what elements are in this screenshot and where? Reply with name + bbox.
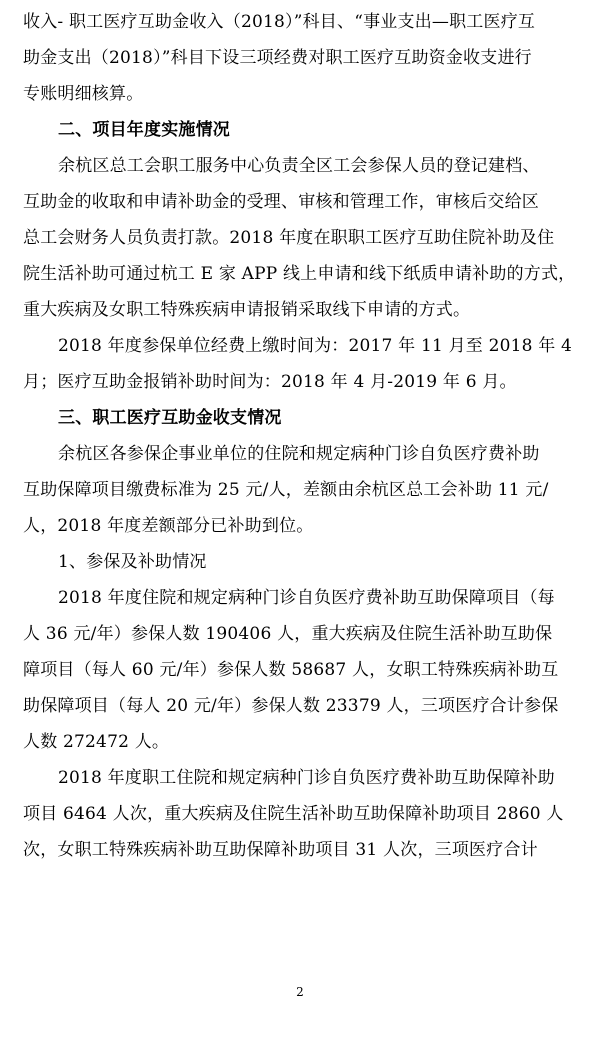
text-line: 月；医疗互助金报销补助时间为：2018 年 4 月-2019 年 6 月。 — [23, 372, 517, 392]
text-line: 人数 272472 人。 — [23, 732, 170, 752]
text-line: 专账明细核算。 — [23, 84, 144, 104]
text-line: 障项目（每人 60 元/年）参保人数 58687 人，女职工特殊疾病补助互 — [23, 660, 559, 680]
text-line: 人，2018 年度差额部分已补助到位。 — [23, 516, 314, 536]
page-number: 2 — [296, 985, 304, 999]
text-line: 余杭区总工会职工服务中心负责全区工会参保人员的登记建档、 — [58, 156, 540, 176]
text-line: 收入- 职工医疗互助金收入（2018）”科目、“事业支出—职工医疗互 — [23, 12, 536, 32]
text-line: 助保障项目（每人 20 元/年）参保人数 23379 人，三项医疗合计参保 — [23, 696, 559, 716]
section-heading: 三、职工医疗互助金收支情况 — [58, 408, 282, 428]
text-line: 余杭区各参保企事业单位的住院和规定病种门诊自负医疗费补助 — [58, 444, 540, 464]
text-line: 院生活补助可通过杭工 E 家 APP 线上申请和线下纸质申请补助的方式， — [23, 264, 576, 284]
text-line: 2018 年度住院和规定病种门诊自负医疗费补助互助保障项目（每 — [58, 588, 555, 608]
text-line: 助金支出（2018）”科目下设三项经费对职工医疗互助资金收支进行 — [23, 48, 532, 68]
text-line: 2018 年度职工住院和规定病种门诊自负医疗费补助互助保障补助 — [58, 768, 555, 788]
section-heading: 二、项目年度实施情况 — [58, 120, 230, 140]
text-line: 互助保障项目缴费标准为 25 元/人，差额由余杭区总工会补助 11 元/ — [23, 480, 549, 500]
text-line: 总工会财务人员负责打款。2018 年度在职职工医疗互助住院补助及住 — [23, 228, 555, 248]
text-line: 重大疾病及女职工特殊疾病申请报销采取线下申请的方式。 — [23, 300, 471, 320]
text-line: 项目 6464 人次，重大疾病及住院生活补助互助保障补助项目 2860 人 — [23, 804, 564, 824]
text-line: 人 36 元/年）参保人数 190406 人，重大疾病及住院生活补助互助保 — [23, 624, 553, 644]
text-line: 次，女职工特殊疾病补助互助保障补助项目 31 人次，三项医疗合计 — [23, 840, 538, 860]
text-line: 互助金的收取和申请补助金的受理、审核和管理工作，审核后交给区 — [23, 192, 539, 212]
subsection-heading: 1、参保及补助情况 — [58, 552, 207, 572]
text-line: 2018 年度参保单位经费上缴时间为：2017 年 11 月至 2018 年 4 — [58, 336, 573, 356]
